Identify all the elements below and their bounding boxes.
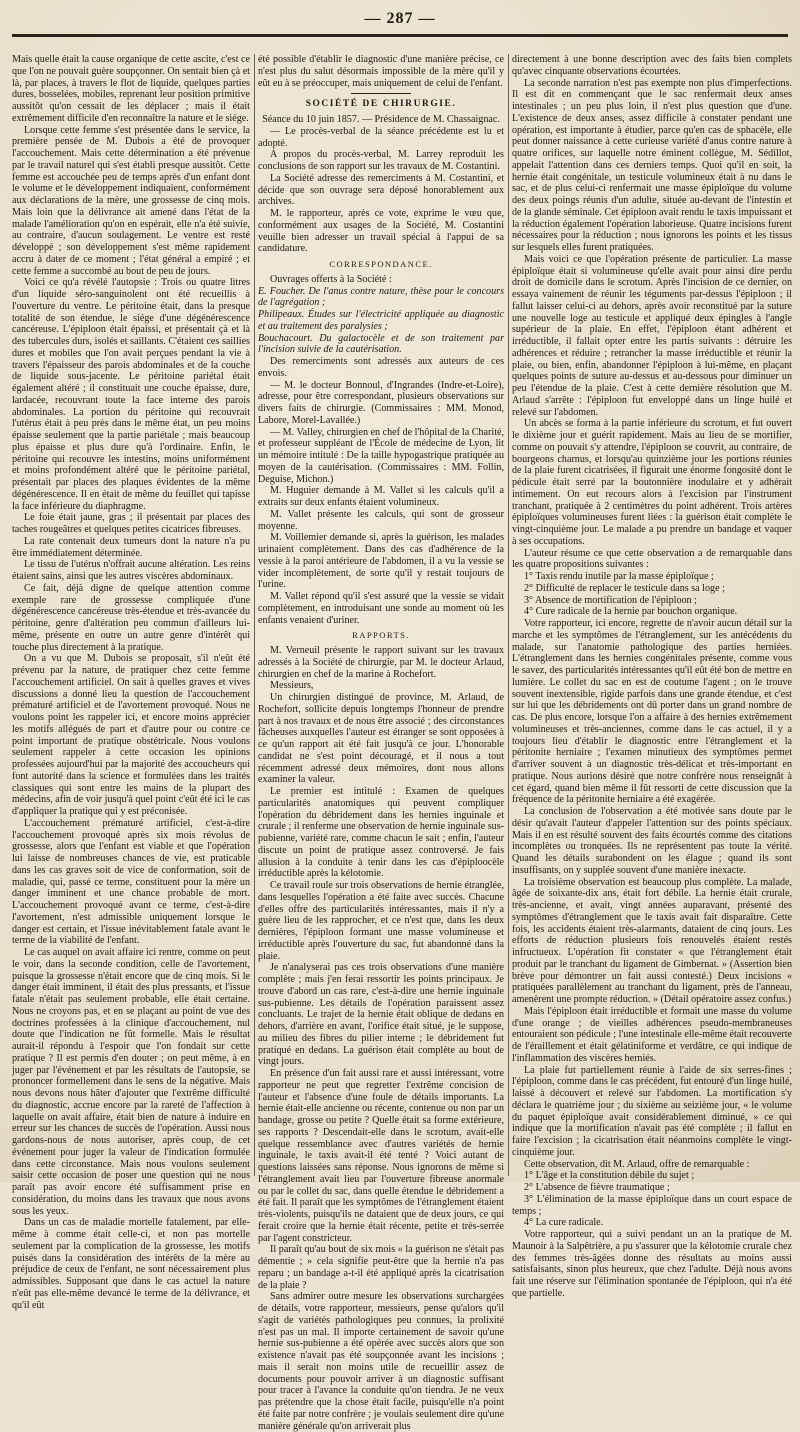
paragraph: Votre rapporteur, ici encore, regrette de n'avoir aucun détail sur la marche et les symptômes de l'étranglement, sur les antécédents du malade, sur l'anatomie pathologique des parties herniées. L'étranglement dans les hernies congénitales présente, comme vous le savez, des particularités intéressantes qu'il eût été bon de mettre en lumière. Le collet du sac en est de coutume l'agent ; on le trouve souvent inextensible, rigide parfois dans une grande étendue, et c'est sur lui que les débridements ont dû porter dans un grand nombre de cas. De plus encore, lorsque l'on a affaire à des hernies extrêmement volumineuses et très-anciennes, comme dans le cas actuel, il y a toujours lieu d'établir le diagnostic entre l'étranglement et la péritonite herniaire ; l'examen minutieux des symptômes permet d'arriver souvent à un diagnostic très-délicat et très-important en pratique. Nous aurions désiré que notre confrère nous renseignât à cet égard, quand bien même il fût ressorti de cette discussion que la fréquence de la péritonite herniaire a été exagérée. <box>512 618 792 806</box>
paragraph: M. Huguier demande à M. Vallet si les calculs qu'il a extraits sur deux enfants étaient volumineux. <box>258 485 504 508</box>
paragraph: Ouvrages offerts à la Société : <box>270 273 392 285</box>
paragraph: La troisième observation est beaucoup plus complète. La malade, âgée de soixante-dix ans, était fort débile. La hernie était crurale, très-ancienne, et avait, vingt années auparavant, présenté des symptômes d'étranglement que le taxis avait fait disparaître. Cette fois, les accidents étaient très-alarmants, dataient de cinq jours. Les efforts de réduction plusieurs fois renouvelés étaient restés infructueux. L'opération fit constater « que l'étranglement était produit par le tranchant du ligament de Gimbernat. » (Assertion bien brève pour démontrer un fait aussi contesté.) Deux incisions « pratiquées parallèlement au tranchant du ligament, près de l'anneau, amenèrent une prompte réduction. » (Détail opératoire assez confus.) <box>512 876 792 1005</box>
paragraph: Il paraît qu'au bout de six mois « la guérison ne s'était pas démentie ; » cela signifie peut-être que la hernie n'a pas reparu ; un bandage a-t-il été appliqué après la cicatrisation de la plaie ? <box>258 1244 504 1291</box>
paragraph: Je n'analyserai pas ces trois observations d'une manière complète ; mais j'en ferai ressortir les points principaux. Je trouve d'abord un cas rare, c'est-à-dire une hernie inguinale sus-pubienne. Les détails de l'opération paraissent assez concluants. Le trajet de la hernie était oblique de dedans en dehors, d'arrière en avant, l'orifice était situé, je le suppose, au milieu des fibres du pilier interne ; le débridement fut pratiqué en dedans. La guérison était complète au bout de vingt jours. <box>258 962 504 1068</box>
paragraph: Ce travail roule sur trois observations de hernie étranglée, dans lesquelles l'opération a été faite avec succès. Chacune d'elles offre des particularités intéressantes, mais il n'y a guère lieu de les rapprocher, et ce n'est que, dans les deux dernières, l'épiploon formant une masse volumineuse et irréductible après l'ouverture du sac, fut abandonné dans la plaie. <box>258 880 504 962</box>
list-item: 4° Cure radicale de la hernie par bouchon organique. <box>524 606 738 618</box>
paragraph: Mais l'épiploon était irréductible et formait une masse du volume d'une orange ; de vieilles adhérences pseudo-membraneuses entouraient son pédicule ; l'une intestinale elle-même était recouverte de l'éraillement et était gélatiniforme et verdâtre, ce qui indique de l'inflammation des viscères herniés. <box>512 1005 792 1064</box>
column-divider <box>254 54 255 1176</box>
paragraph: Messieurs, <box>270 680 314 692</box>
paragraph: Dans un cas de maladie mortelle fatalement, par elle-même à comme était celle-ci, et non pas mortelle seulement par la complication de la grossesse, les motifs puisés dans la considération des intérêts de la mère au préjudice de ceux de l'enfant, ne sont nécessairement plus admissibles. Supposant que dans le cas actuel la nature n'eût pas elle-même devancé le terme de la délivrance, et qu'il eût <box>12 1217 250 1311</box>
paragraph: Sans admirer outre mesure les observations surchargées de détails, votre rapporteur, messieurs, pense qu'alors qu'il s'agit de variétés pathologiques peu connues, la prolixité n'est pas un mal. Il importe certainement de savoir qu'une hernie sus-pubienne a été opérée avec succès alors que son existence n'avait pas été soupçonnée avant les incisions ; mais il serait non moins utile de recueillir assez de documents pour pouvoir arriver à un diagnostic suffisant pour tracer à l'avance la conduite qu'on tiendra. Je ne veux pas prétendre que la chose était facile, puisqu'elle n'a point été faite par notre confrère ; je voulais seulement dire qu'une manière générale qu'on arriverait plus <box>258 1291 504 1432</box>
paragraph: Mais voici ce que l'opération présente de particulier. La masse épiploïque était si volumineuse qu'elle avait pour ainsi dire perdu droit de domicile dans le scrotum. Après l'incision de ce dernier, on essaya vainement de réunir les téguments par-dessus l'épiploon ; il fallut laisser celui-ci au dehors, après avoir reconstitué par la suture une nouvelle loge au testicule et appliqué deux épingles à l'angle supérieur de la plaie. En effet, l'épiploon étant adhérent et irréductible, il fallait opter entre les partis suivants : détruire les adhérences et réduire ; retrancher la masse irréductible et réunir la plaie, ou bien, enfin, abandonner l'épiploon à lui-même, en plaçant quelques points de suture au-dessus et au-dessous pour diminuer un peu l'étendue de la plaie. C'est à cette dernière résolution que M. Arlaud s'arrête : l'épiploon fut enveloppé dans un linge huilé et relevé sur l'abdomen. <box>512 253 792 418</box>
paragraph: M. Vallet présente les calculs, qui sont de grosseur moyenne. <box>258 508 504 532</box>
paragraph: Un chirurgien distingué de province, M. Arlaud, de Rochefort, sollicite depuis longtemps l'honneur de prendre part à nos travaux et de nous être associé ; des circonstances fâcheuses auxquelles l'auteur est étranger se sont opposées à ce qu'un rapport ait été fait jusqu'à ce jour. L'honorable candidat ne s'est point découragé, et il nous a tout récemment adressé deux mémoires, dont nous allons examiner la valeur. <box>258 692 504 786</box>
paragraph: Des remerciments sont adressés aux auteurs de ces envois. <box>258 356 504 379</box>
paragraph: Un abcès se forma à la partie inférieure du scrotum, et fut ouvert le dixième jour et guérit rapidement. Mais au lieu de se mortifier, comme on pouvait s'y attendre, l'épiploon se couvrit, au contraire, de bourgeons charnus, et lorsqu'au quinzième jour les portions réunies de la plaie furent cicatrisées, il figurait une énorme fongosité dont le pédicule était serré par la boutonnière inodulaire et y adhérait intimement. On eut recours alors à l'excision par l'instrument tranchant, pratiquée à 2 centimètres du point adhérent. Trois artères épiploïques volumineuses furent liées : la guérison était complète le vingt-cinquième jour. Le malade a pu prendre un bandage et vaquer à ses occupations. <box>512 418 792 547</box>
paragraph: Lorsque cette femme s'est présentée dans le service, la première pensée de M. Dubois a été de provoquer l'accouchement. Mais cette détermination a été prévenue par le travail naturel qui s'est établi presque aussitôt. Cette femme est accouchée peu de temps après d'un enfant dont le volume et le développement indiquaient, conformément aux déclarations de la mère, une grossesse de cinq mois. Mais loin que la délivrance ait amené dans l'état de la malade l'amélioration qu'on en espérait, elle n'a été suivie, au contraire, d'aucun soulagement. Le ventre est resté développé ; son développement s'est même rapidement accru à dater de ce moment ; l'état général a empiré ; et cette femme a succombé au bout de peu de jours. <box>12 124 250 277</box>
list-item: 3° L'élimination de la masse épiploïque dans un court espace de temps ; <box>512 1193 792 1217</box>
paragraph: Mais quelle était la cause organique de cette ascite, c'est ce que l'on ne pouvait guère soupçonner. On sentait bien çà et là, par places, à travers le flot de liquide, quelques parties dures, bosselées, mobiles, reprenant leur position primitive aussitôt qu'on cessait de les déplacer ; mais il était extrêmement difficile d'en reconnaître la nature et le siége. <box>12 54 250 124</box>
paragraph: La conclusion de l'observation a été motivée sans doute par le désir qu'avait l'auteur d'appeler l'attention sur des points spéciaux. Mais il en est résulté souvent des faits écourtés comme des citations incomplètes ou tronquées. Ils ne représentent pas toute la vérité. Quand les détails surabondent on les élague ; quand ils sont insuffisants, on y supplée souvent d'une manière inexacte. <box>512 806 792 876</box>
paragraph: La seconde narration n'est pas exempte non plus d'imperfections. Il est dit en commençant que le sac renfermait deux anses intestinales ; un peu plus loin, il n'est plus question que d'une. L'existence de deux anses, assez difficile à constater pendant une opération, est importante à étudier, parce qu'en cas de sphacèle, elle peut donner naissance à cette curieuse variété d'anus contre nature à quatre orifices, sur laquelle notre éminent collègue, M. Sédillot, appelait l'attention dans ces derniers temps. Quoi qu'il en soit, la hernie était congénitale, un testicule volumineux était à nu dans le sac, et de plus celui-ci renfermait une masse épiploïque du volume des deux poings réunis d'un adulte, située au-devant de l'intestin et de la glande séminale. Cet épiploon avait rendu le taxis impuissant et la réduction également l'opération laborieuse. Quatre incisions furent nécessaires pour la réduction ; nous ignorons les points et les tissus sur lesquels elles furent pratiquées. <box>512 77 792 253</box>
paragraph: L'auteur résume ce que cette observation a de remarquable dans les quatre propositions suivantes : <box>512 547 792 571</box>
paragraph: M. le rapporteur, après ce vote, exprime le vœu que, conformément aux usages de la Société, M. Costantini veuille bien adresser un travail spécial à l'appui de sa candidature. <box>258 208 504 255</box>
paragraph: — M. Valley, chirurgien en chef de l'hôpital de la Charité, et professeur suppléant de l'École de médecine de Lyon, lit un mémoire intitulé : De la taille hypogastrique pratiquée au moyen de la cautérisation. (Commissaires : MM. Follin, Deguise, Michon.) <box>258 426 504 485</box>
paragraph: M. Vallet répond qu'il s'est assuré que la vessie se vidait complètement, en introduisant une sonde au moment où les enfants venaient d'uriner. <box>258 591 504 626</box>
column-divider <box>508 54 509 1176</box>
column-1 <box>12 54 250 1311</box>
paragraph: M. Voillemier demande si, après la guérison, les malades urinaient complètement. Dans des cas d'adhérence de la vessie à la paroi antérieure de l'abdomen, il a vu la vessie se vider incomplètement, de sorte qu'il y restait toujours de l'urine. <box>258 532 504 591</box>
column-3 <box>512 54 792 1299</box>
paragraph: Votre rapporteur, qui a suivi pendant un an la pratique de M. Maunoir à la Salpêtrière, a pu s'assurer que la kélotomie crurale chez des femmes très-âgées donne des résultats au moins aussi satisfaisants, sinon plus heureux, que chez l'adulte. Déjà nous avons fait une réserve sur l'élimination spontanée de l'épiploon, qui n'a été que partielle. <box>512 1229 792 1299</box>
section-title: SOCIÉTÉ DE CHIRURGIE. <box>305 99 457 110</box>
section-rule <box>351 93 411 94</box>
paragraph: Le cas auquel on avait affaire ici rentre, comme on peut le voir, dans la seconde condition, celle de l'avortement, puisque la grossesse n'était encore que de cinq mois. Si le danger était imminent, il était des plus pressants, et l'issue fatale n'était pas seulement probable, elle était certaine. Nous ne croyons pas, et en se plaçant au point de vue des doctrines professées à la clinique d'accouchement, nul doute que l'indication ne fût formelle. Mais le résultat aurait-il répondu à l'espoir que l'on fondait sur cette pratique ? Il est permis d'en douter ; on peut même, à en juger par l'événement et par les résultats de l'autopsie, se prononcer formellement dans le sens de la négative. Mais nous devons nous hâter d'ajouter que l'extrême difficulté du diagnostic, accrue encore par la rareté de l'affection à laquelle on avait affaire, était bien de nature à induire en erreur sur les chances de succès de l'opération. Aussi nous gardons-nous de nous autoriser, après coup, de cet événement pour juger la valeur de l'indication formulée dans cette circonstance. Mais nous voulons seulement saisir cette occasion de poser une question qui ne nous paraît pas avoir encore été suffisamment prise en considération, du moins dans les travaux que nous avons sous les yeux. <box>12 947 250 1217</box>
paragraph: On a vu que M. Dubois se proposait, s'il n'eût été prévenu par la nature, de pratiquer chez cette femme l'accouchement artificiel. On sait à quelles graves et vives discussions a donné lieu la question de l'accouchement prématuré artificiel et de l'avortement provoqué. Nous ne voulons point les rappeler ici, et encore moins apprécier les motifs allégués de part et d'autre pour ou contre ce point important de pratique obstétricale. Nous voulons seulement rappeler à cette occasion les opinions professées aujourd'hui par la majorité des accoucheurs qui font autorité dans la science et formulées dans les traités classiques qui sont entre les mains de la plupart des médecins, afin de voir jusqu'à quel point c'eût été ici le cas d'appliquer la pratique qui y est préconisée. <box>12 653 250 817</box>
list-item: 4° La cure radicale. <box>524 1217 604 1229</box>
work-entry: Bouchacourt. Du galactocèle et de son traitement par l'incision suivie de la cautérisation. <box>258 332 504 356</box>
list-item: 3° Absence de mortification de l'épiploon ; <box>524 594 697 606</box>
paragraph: M. Verneuil présente le rapport suivant sur les travaux adressés à la Société de chirurgie, par M. le docteur Arlaud, chirurgien en chef de la marine à Rochefort. <box>258 645 504 680</box>
work-entry: E. Foucher. De l'anus contre nature, thèse pour le concours de l'agrégation ; <box>258 285 504 309</box>
page-header <box>12 6 788 46</box>
list-item: 2° L'absence de fièvre traumatique ; <box>524 1182 670 1193</box>
list-item: 1° L'âge et la constitution débile du sujet ; <box>524 1170 695 1182</box>
session-line: Séance du 10 juin 1857. — Présidence de M. Chassaignac. <box>262 114 500 125</box>
paragraph: A propos du procès-verbal, M. Larrey reproduit les conclusions de son rapport sur les travaux de M. Costantini. <box>258 149 504 172</box>
paragraph: Le foie était jaune, gras ; il présentait par places des taches rougeâtres et quelques petites cicatrices fibreuses. <box>12 512 250 535</box>
list-item: 1° Taxis rendu inutile par la masse épiploïque ; <box>524 571 714 582</box>
header-rule <box>12 34 788 37</box>
paragraph: Le tissu de l'utérus n'offrait aucune altération. Les reins étaient sains, ainsi que les autres viscères abdominaux. <box>12 559 250 582</box>
paragraph: été possible d'établir le diagnostic d'une manière précise, ce n'est plus du salut désormais impossible de la mère qu'il y eût eu à se préoccuper, mais uniquement de celui de l'enfant. <box>258 54 504 89</box>
paragraph: La Société adresse des remerciments à M. Costantini, et décide que son ouvrage sera déposé honorablement aux archives. <box>258 172 504 208</box>
work-entry: Philipeaux. Études sur l'électricité appliquée au diagnostic et au traitement des paralysies ; <box>258 309 504 332</box>
paragraph: Le premier est intitulé : Examen de quelques particularités anatomiques qui peuvent compliquer l'opération du débridement dans les hernies inguinale et crurale ; il renferme une observation de hernie inguinale sus-pubienne, variété rare, comme chacun le sait ; enfin, l'auteur discute un point de pratique assez controversé. Je fais allusion à la conduite à tenir dans les cas d'épiploocèle irréductible après la kélotomie. <box>258 786 504 880</box>
page-number: — 287 — <box>364 10 436 27</box>
paragraph: La plaie fut partiellement réunie à l'aide de six serres-fines ; l'épiploon, comme dans le cas précédent, fut entouré d'un linge huilé, laissé à découvert et relevé sur l'abdomen. La mortification s'y déclara le quatrième jour ; du sixième au seizième jour, « le volume du paquet épiploïque avait considérablement diminué, » ce qui indique que la mortification n'avait pas été complète ; il fallut en faire l'excision ; la cicatrisation était néanmoins complète le vingt-cinquième jour. <box>512 1064 792 1158</box>
paragraph: directement à une bonne description avec des faits bien complets qu'avec cinquante observations écourtées. <box>512 54 792 77</box>
paragraph: Ce fait, déjà digne de quelque attention comme exemple rare de grossesse compliquée d'une dégénérescence cancéreuse très-étendue et très-avancée du péritoine, genre d'altération peu commun d'ailleurs lui-même, présente en outre un autre genre d'intérêt qui touche plus directement à la pratique. <box>12 582 250 653</box>
paragraph: — Le procès-verbal de la séance précédente est lu et adopté. <box>258 125 504 149</box>
column-2 <box>258 54 504 1432</box>
list-item: 2° Difficulté de replacer le testicule dans sa loge ; <box>524 582 725 594</box>
paragraph: — M. le docteur Bonnoul, d'Ingrandes (Indre-et-Loire), adresse, pour être correspondant, plusieurs observations sur divers faits de chirurgie. (Commissaires : MM. Monod, Labore, Morel-Lavallée.) <box>258 379 504 426</box>
paragraph: En présence d'un fait aussi rare et aussi intéressant, votre rapporteur ne peut que regretter l'extrême concision de l'auteur et l'absence d'une foule de détails importants. La hernie était-elle ancienne ou récente, contenue ou non par un bandage, grosse ou petite ? Quelle était sa forme extérieure, ses rapports ? Descendait-elle dans le scrotum, avait-elle quelque ressemblance avec d'autres variétés de hernie inguinale, le taxis avait-il été tenté ? Voici autant de questions laissées sans réponse. Nous ignorons de même si l'étranglement avait lieu par l'ouverture fibreuse anormale ou par le collet du sac, dans quelle étendue le débridement a été fait. Il paraît que les symptômes de l'étranglement étaient très-violents, puisqu'ils ne dataient que de deux jours, ce qui ferait croire que la hernie était récente, petite et très-serrée par l'agent constricteur. <box>258 1068 504 1244</box>
subsection-title: RAPPORTS. <box>352 630 410 641</box>
paragraph: Voici ce qu'a révélé l'autopsie : Trois ou quatre litres d'un liquide séro-sanguinolent ont été recueillis à l'ouverture du ventre. Le péritoine était, dans la presque totalité de son étendue, le siége d'une dégénérescence cancéreuse. L'épiploon était épaissi, et présentait çà et là des tubercules durs, isolés et saillants. C'étaient ces saillies dures et mobiles que l'on avait perçues pendant la vie à travers l'épaisseur des parois abdominales et de la couche de liquide sous-jacente. Le péritoine pariétal était également altéré ; il constituait une couche épaisse, dure, lardacée, recouvrant toute la face interne des parois abdominales. La portion du péritoine qui recouvrait l'utérus était à peu près dans le même état, un peu moins épaisse seulement que la partie pariétale ; mais beaucoup plus épaisse et plus dure qu'à l'ordinaire. Enfin, le péritoine qui recouvre les intestins, moins uniformément et moins profondément altéré que le péritoine pariétal, présentait par places des plaques évidentes de la même dégénérescence. Il en était de même du feuillet qui tapisse la face inférieure du diaphragme. <box>12 277 250 512</box>
subsection-title: CORRESPONDANCE. <box>329 259 433 269</box>
paragraph: L'accouchement prématuré artificiel, c'est-à-dire l'accouchement provoqué après six mois révolus de grossesse, alors que l'enfant est viable et que l'opération lui laisse de nombreuses chances de vie, est praticable dans les cas graves soit de vice de conformation, soit de maladie, qui, passé ce terme, constituent pour la mère un danger imminent et une chance probable de mort. L'accouchement provoqué avant ce terme, c'est-à-dire l'avortement, n'est admissible uniquement lorsque le danger est certain, et l'issue inévitablement fatale avant le terme de la viabilité de l'enfant. <box>12 817 250 947</box>
paragraph: Cette observation, dit M. Arlaud, offre de remarquable : <box>524 1158 750 1170</box>
paragraph: La rate contenait deux tumeurs dont la nature n'a pu être immédiatement déterminée. <box>12 535 250 559</box>
